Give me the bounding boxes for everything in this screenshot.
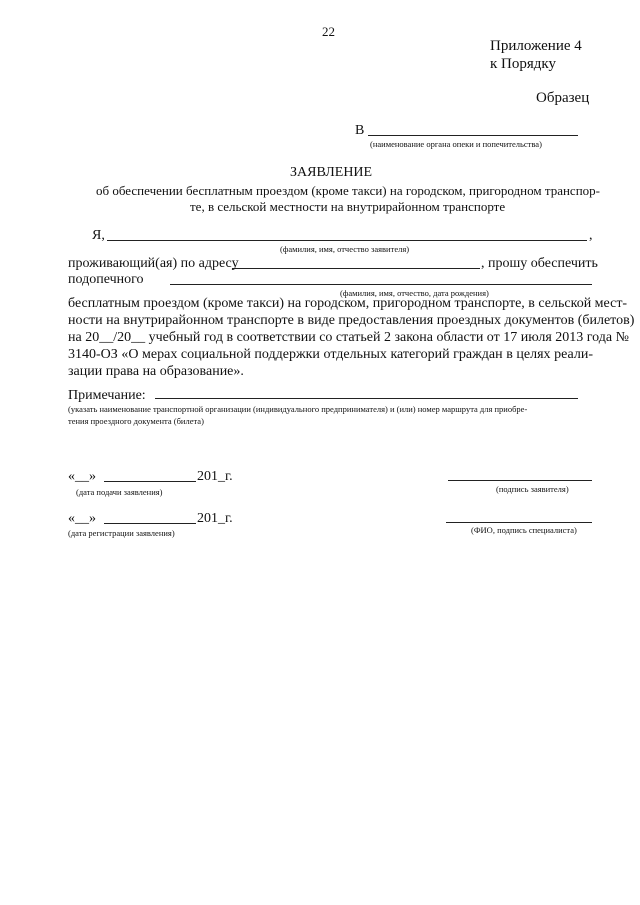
submission-date-prefix: «__» bbox=[68, 469, 96, 484]
specialist-signature-hint: (ФИО, подпись специалиста) bbox=[471, 525, 577, 535]
appendix-line-2: к Порядку bbox=[490, 56, 556, 72]
specialist-signature-field[interactable] bbox=[446, 522, 592, 523]
appendix-line-1: Приложение 4 bbox=[490, 38, 582, 54]
applicant-name-field[interactable] bbox=[107, 240, 587, 241]
registration-date-prefix: «__» bbox=[68, 511, 96, 526]
submission-date-field[interactable] bbox=[104, 481, 196, 482]
ward-label: подопечного bbox=[68, 272, 144, 287]
note-hint-line-1: (указать наименование транспортной организации (индивидуального предпринимателя) и (или) номер маршрута для приобре- bbox=[68, 404, 528, 414]
registration-date-hint: (дата регистрации заявления) bbox=[68, 528, 175, 538]
addressee-prefix: В bbox=[355, 123, 365, 138]
document-subtitle-line-1: об обеспечении бесплатным проездом (кроме такси) на городском, пригородном транспор- bbox=[96, 183, 600, 198]
applicant-prefix: Я, bbox=[92, 228, 105, 243]
body-line-3: на 20__/20__ учебный год в соответствии со статьей 2 закона области от 17 июля 2013 года № bbox=[68, 330, 629, 345]
addressee-hint: (наименование органа опеки и попечительства) bbox=[370, 139, 542, 149]
residence-address-field[interactable] bbox=[232, 268, 480, 269]
page-number: 22 bbox=[322, 24, 335, 39]
ward-name-field[interactable] bbox=[170, 284, 592, 285]
body-line-4: 3140-ОЗ «О мерах социальной поддержки отдельных категорий граждан в целях реали- bbox=[68, 347, 593, 362]
body-line-1: бесплатным проездом (кроме такси) на городском, пригородном транспорте, в сельской мест- bbox=[68, 296, 628, 311]
applicant-signature-hint: (подпись заявителя) bbox=[496, 484, 569, 494]
sample-label: Образец bbox=[536, 90, 590, 106]
document-title: ЗАЯВЛЕНИЕ bbox=[290, 165, 373, 180]
addressee-field[interactable] bbox=[368, 135, 578, 136]
residence-label: проживающий(ая) по адресу bbox=[68, 256, 239, 271]
document-subtitle-line-2: те, в сельской местности на внутрирайонном транспорте bbox=[190, 199, 506, 214]
submission-date-year: 201_г. bbox=[197, 469, 233, 484]
registration-date-field[interactable] bbox=[104, 523, 196, 524]
applicant-signature-field[interactable] bbox=[448, 480, 592, 481]
body-line-5: зации права на образование». bbox=[68, 364, 244, 379]
submission-date-hint: (дата подачи заявления) bbox=[76, 487, 163, 497]
body-line-2: ности на внутрирайонном транспорте в виде предоставления проездных документов (билетов) bbox=[68, 313, 635, 328]
note-label: Примечание: bbox=[68, 388, 146, 403]
residence-request: , прошу обеспечить bbox=[481, 256, 598, 271]
applicant-suffix: , bbox=[589, 228, 593, 243]
applicant-hint: (фамилия, имя, отчество заявителя) bbox=[280, 244, 410, 254]
registration-date-year: 201_г. bbox=[197, 511, 233, 526]
note-field[interactable] bbox=[155, 398, 578, 399]
note-hint-line-2: тения проездного документа (билета) bbox=[68, 416, 204, 426]
ward-hint: (фамилия, имя, отчество, дата рождения) bbox=[340, 288, 489, 298]
